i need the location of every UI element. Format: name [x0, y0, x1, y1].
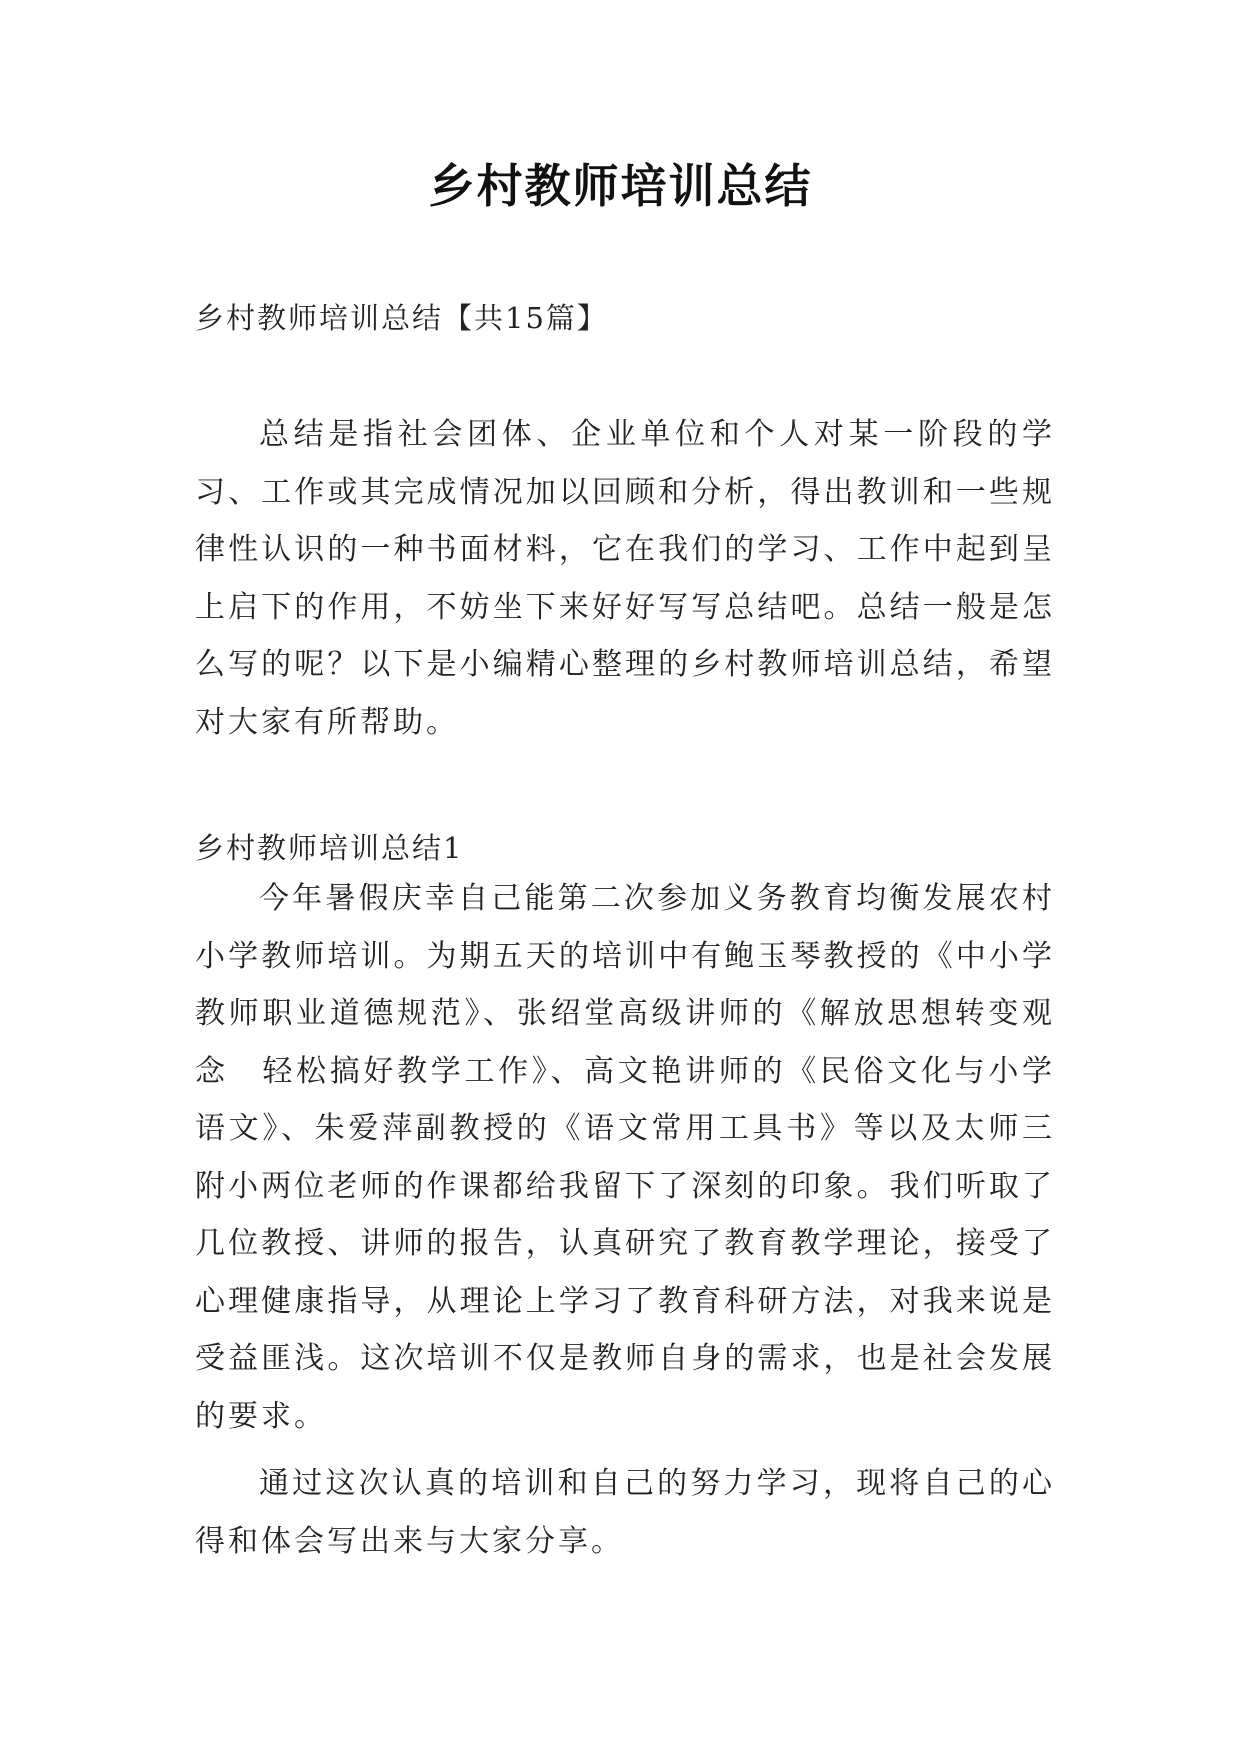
document-title: 乡村教师培训总结: [428, 159, 813, 213]
section-heading: 乡村教师培训总结1: [195, 831, 464, 865]
intro-paragraph: 总结是指社会团体、企业单位和个人对某一阶段的学习、工作或其完成情况加以回顾和分析，得出教训和一些规律性认识的一种书面材料，它在我们的学习、工作中起到呈上启下的作用，不妨坐下来好好写写总结吧。总结一般是怎么写的呢？以下是小编精心整理的乡村教师培训总结，希望对大家有所帮助。: [195, 417, 1055, 740]
body-paragraph: 通过这次认真的培训和自己的努力学习，现将自己的心得和体会写出来与大家分享。: [195, 1466, 1055, 1559]
body-paragraph: 今年暑假庆幸自己能第二次参加义务教育均衡发展农村小学教师培训。为期五天的培训中有鲍玉琴教授的《中小学教师职业道德规范》、张绍堂高级讲师的《解放思想转变观念 轻松搞好教学工作》、高文艳讲师的《民俗文化与小学语文》、朱爱萍副教授的《语文常用工具书》等以及太师三附小两位老师的作课都给我留下了深刻的印象。我们听取了几位教授、讲师的报告，认真研究了教育教学理论，接受了心理健康指导，从理论上学习了教育科研方法，对我来说是受益匪浅。这次培训不仅是教师自身的需求，也是社会发展的要求。: [195, 881, 1055, 1434]
document-subtitle: 乡村教师培训总结【共15篇】: [195, 301, 608, 335]
